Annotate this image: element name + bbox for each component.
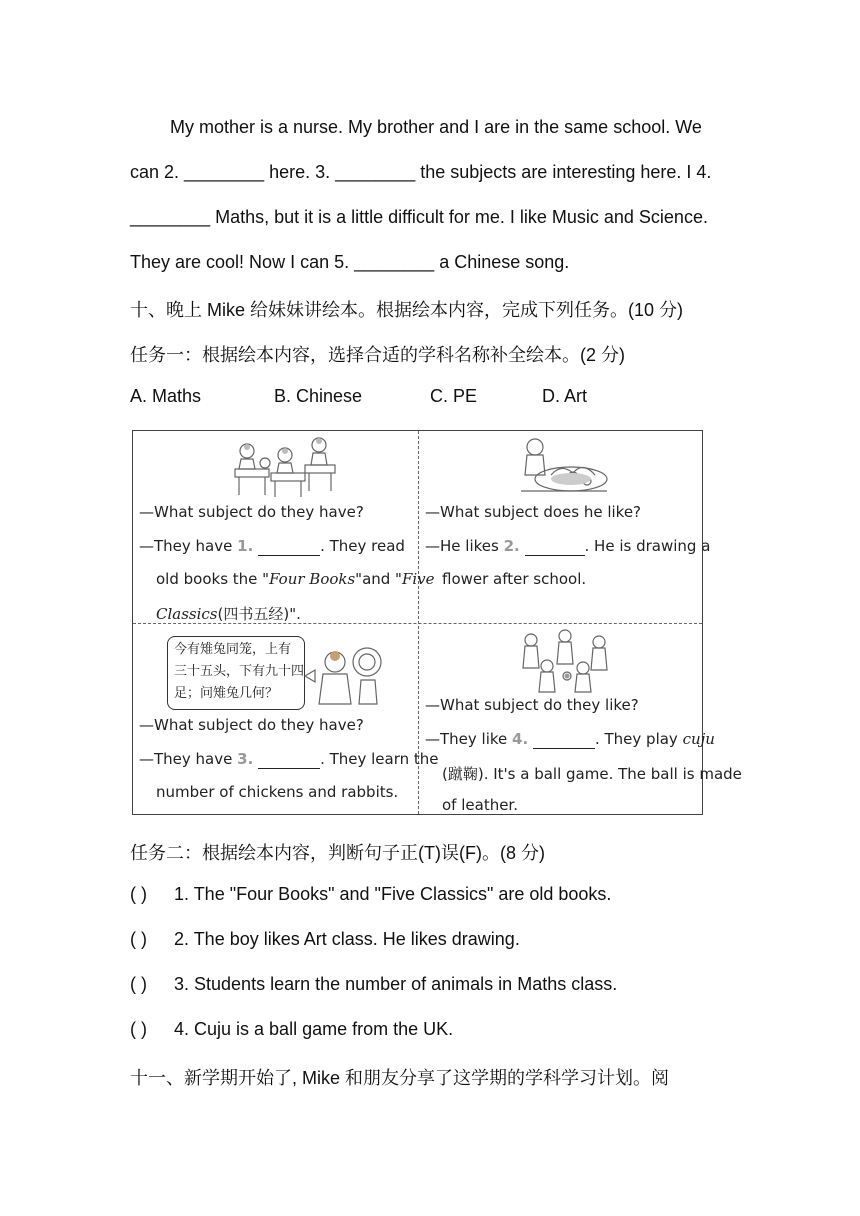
panel-4-answer: —They like 4. . They play cuju — [425, 730, 715, 748]
passage-line-4: They are cool! Now I can 5. ________ a Chinese song. — [130, 252, 570, 272]
task-2-instruction: 任务二：根据绘本内容，判断句子正(T)误(F)。(8 分) — [130, 843, 545, 863]
blank-2[interactable] — [525, 537, 585, 556]
teacher-illustration — [305, 632, 385, 708]
panel-4-line-4: of leather. — [442, 796, 518, 814]
panel-1-line-4: Classics(四书五经)". — [156, 605, 301, 623]
task-1-instruction: 任务一：根据绘本内容，选择合适的学科名称补全绘本。(2 分) — [130, 345, 625, 365]
blank-1[interactable] — [258, 537, 320, 556]
math-problem-bubble: 今有雉兔同笼，上有 三十五头，下有九十四 足；问雉兔几何？ — [167, 636, 305, 710]
panel-3-question: —What subject do they have? — [139, 716, 364, 734]
passage-line-3: ________ Maths, but it is a little difficult for me. I like Music and Science. — [130, 207, 708, 227]
panel-4-question: —What subject do they like? — [425, 696, 639, 714]
panel-1-question: —What subject do they have? — [139, 503, 364, 521]
panel-3-line-3: number of chickens and rabbits. — [156, 783, 399, 801]
panel-2-question: —What subject does he like? — [425, 503, 642, 521]
cuju-players-illustration — [511, 626, 621, 696]
panel-1-line-3: old books the "Four Books"and "Five — [156, 570, 435, 588]
subject-options — [130, 386, 730, 410]
panel-1-answer: —They have 1. . They read — [139, 537, 405, 555]
panel-1 — [133, 431, 435, 623]
drawing-boy-illustration — [511, 435, 611, 499]
blank-3[interactable] — [258, 750, 320, 769]
picture-book-grid — [132, 430, 742, 815]
panel-3 — [133, 624, 439, 816]
answer-paren-4[interactable]: ( ) — [130, 1019, 147, 1039]
option-c: C. PE — [430, 386, 478, 406]
panel-2-line-3: flower after school. — [442, 570, 587, 588]
tf-item-3: ( ) 3. Students learn the number of animals in Maths class. — [130, 974, 618, 994]
panel-4-line-3: (蹴鞠). It's a ball game. The ball is made — [442, 765, 742, 783]
answer-paren-3[interactable]: ( ) — [130, 974, 147, 994]
classroom-illustration — [229, 435, 339, 501]
option-d: D. Art — [542, 386, 588, 406]
answer-paren-2[interactable]: ( ) — [130, 929, 147, 949]
option-a: A. Maths — [130, 386, 202, 406]
tf-item-1: ( ) 1. The "Four Books" and "Five Classics" are old books. — [130, 884, 612, 904]
option-b: B. Chinese — [274, 386, 363, 406]
answer-paren-1[interactable]: ( ) — [130, 884, 147, 904]
panel-3-answer: —They have 3. . They learn the — [139, 750, 439, 768]
panel-2-answer: —He likes 2. . He is drawing a — [425, 537, 711, 555]
panel-2 — [419, 431, 711, 623]
panel-4 — [419, 624, 742, 816]
tf-item-2: ( ) 2. The boy likes Art class. He likes drawing. — [130, 929, 520, 949]
section-10-heading: 十、晚上 Mike 给妹妹讲绘本。根据绘本内容，完成下列任务。(10 分) — [130, 300, 684, 320]
passage-line-1: My mother is a nurse. My brother and I are in the same school. We — [170, 117, 702, 137]
blank-4[interactable] — [533, 730, 595, 749]
tf-item-4: ( ) 4. Cuju is a ball game from the UK. — [130, 1019, 454, 1039]
passage-line-2: can 2. ________ here. 3. ________ the subjects are interesting here. I 4. — [130, 162, 712, 182]
reading-passage — [130, 105, 732, 285]
section-11-heading: 十一、新学期开始了, Mike 和朋友分享了这学期的学科学习计划。阅 — [130, 1068, 670, 1088]
